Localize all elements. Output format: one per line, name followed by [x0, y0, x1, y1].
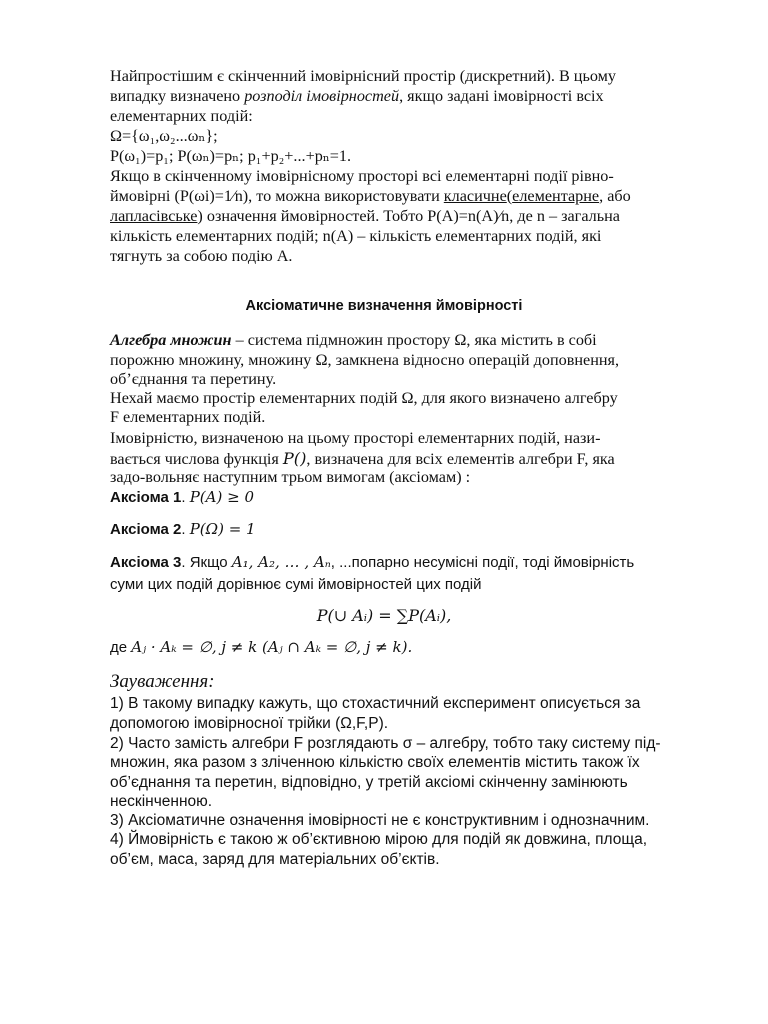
- intro-line-9: кількість елементарних подій; n(A) – кількість елементарних подій, які: [110, 227, 602, 245]
- algebra-line-1: [110, 331, 597, 350]
- axiom-3-events: A₁, A₂, … , Aₙ: [231, 553, 331, 571]
- intro-term-classical: класичне: [443, 187, 507, 205]
- algebra-line-7: [110, 449, 615, 469]
- note-4-line-2: об’єм, маса, заряд для матеріальних об’єктів.: [110, 851, 440, 868]
- algebra-definition: – система підмножин простору Ω, яка містить в собі: [231, 331, 597, 349]
- axiom-2-label: Аксіома 2: [110, 521, 182, 538]
- notes-title: Зауваження:: [110, 671, 215, 692]
- axiom-3-condition-formula: Aⱼ · Aₖ = ∅, j ≠ k (Aⱼ ∩ Aₖ = ∅, j ≠ k).: [131, 638, 413, 656]
- algebra-line-4: Нехай маємо простір елементарних подій Ω, для якого визначено алгебру: [110, 389, 618, 407]
- function-p: P(): [282, 449, 307, 468]
- intro-line-1: Найпростішим є скінченний імовірнісний простір (дискретний). В цьому: [110, 67, 616, 85]
- intro-term-laplace: лапласівське: [110, 207, 198, 225]
- intro-probabilities-sum: P(ω₁)=p₁; P(ωₙ)=pₙ; p₁+p₂+...+pₙ=1.: [110, 147, 352, 165]
- note-4-line-1: 4) Ймовірність є такою ж об’єктивною мірою для подій як довжина, площа,: [110, 831, 648, 848]
- intro-line-2: [110, 87, 604, 106]
- intro-line-7: [110, 187, 631, 206]
- axiom-3-formula: P(∪ Aᵢ) = ∑P(Aᵢ),: [316, 606, 452, 625]
- section-heading: Аксіоматичне визначення ймовірності: [245, 298, 523, 314]
- intro-line-10: тягнуть за собою подію А.: [110, 247, 293, 265]
- axiom-3-pre: . Якщо: [181, 554, 232, 571]
- note-1-line-1: 1) В такому випадку кажуть, що стохастичний експеримент описується за: [110, 695, 641, 712]
- intro-line-8: [110, 207, 620, 226]
- axiom-3: [110, 553, 634, 572]
- note-2-line-4: нескінченною.: [110, 793, 213, 810]
- intro-line-7-start: ймовірні (P(ωі)=1⁄n), то можна використовувати: [110, 187, 444, 205]
- axiom-2-formula: P(Ω) = 1: [189, 520, 256, 538]
- intro-line-2-end: , якщо задані імовірності всіх: [399, 87, 604, 105]
- note-2-line-1: 2) Часто замість алгебри F розглядають σ – алгебру, тобто таку систему під-: [110, 735, 661, 752]
- intro-paren-open: (: [506, 187, 513, 205]
- note-3: 3) Аксіоматичне означення імовірності не є конструктивним і однозначним.: [110, 812, 650, 829]
- note-2-line-2: множин, яка разом з зліченною кількістю своїх елементів містить також їх: [110, 754, 640, 771]
- algebra-line-3: об’єднання та перетину.: [110, 370, 277, 388]
- algebra-line-2: порожню множину, множину Ω, замкнена відносно операцій доповнення,: [110, 351, 620, 369]
- algebra-line-7-end: , визначена для всіх елементів алгебри F, яка: [306, 450, 615, 468]
- algebra-term: Алгебра множин: [110, 331, 232, 349]
- intro-line-6: Якщо в скінченному імовірнісному просторі всі елементарні події рівно-: [110, 167, 614, 185]
- axiom-3-condition: [110, 638, 412, 657]
- axiom-3-label: Аксіома 3: [110, 554, 182, 571]
- intro-omega-set: Ω={ω₁,ω₂...ωₙ};: [110, 127, 218, 145]
- axiom-3-condition-pre: де: [110, 639, 132, 656]
- intro-term-distribution: розподіл імовірностей: [244, 87, 400, 105]
- note-1-line-2: допомогою імовірносної трійки (Ω,F,P).: [110, 715, 389, 732]
- intro-line-7-end: , або: [599, 187, 631, 205]
- algebra-line-5: F елементарних подій.: [110, 408, 266, 426]
- axiom-1-label: Аксіома 1: [110, 489, 182, 506]
- note-2-line-3: об’єднання та перетин, відповідно, у третій аксіомі скінченну замінюють: [110, 774, 628, 791]
- axiom-1: Аксіома 1. P(A) ≥ 0: [110, 488, 254, 506]
- intro-line-3: елементарних подій:: [110, 107, 253, 125]
- algebra-line-7-start: вається числова функція: [110, 450, 283, 468]
- axiom-2: Аксіома 2. P(Ω) = 1: [110, 520, 256, 538]
- algebra-line-6: Імовірністю, визначеною на цьому просторі елементарних подій, нази-: [110, 429, 601, 447]
- axiom-3-line-2: суми цих подій дорівнює сумі ймовірностей цих подій: [110, 576, 482, 593]
- axiom-3-post: , ...попарно несумісні події, тоді ймовірність: [330, 554, 635, 571]
- algebra-line-8: задо-вольняє наступним трьом вимогам (аксіомам) :: [110, 468, 471, 486]
- intro-line-8-end: ) означення ймовірностей. Тобто P(A)=n(A)⁄n, де n – загальна: [197, 207, 620, 225]
- axiom-1-formula: P(A) ≥ 0: [189, 488, 254, 506]
- intro-term-elementary: елементарне: [512, 187, 600, 205]
- intro-line-2-start: випадку визначено: [110, 87, 245, 105]
